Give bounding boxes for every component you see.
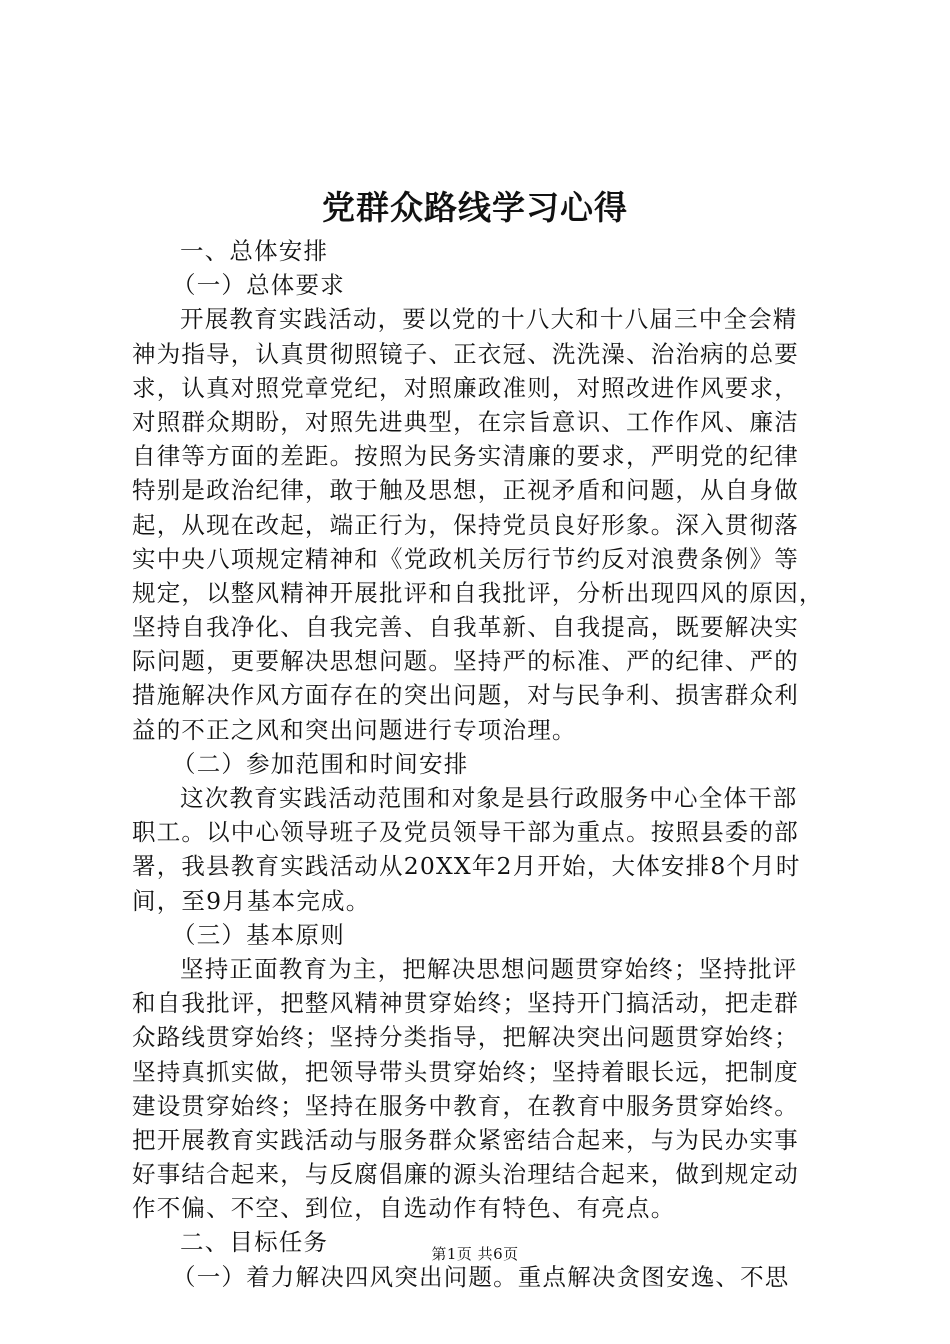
text-line: 和自我批评，把整风精神贯穿始终；坚持开门搞活动，把走群 bbox=[132, 989, 799, 1018]
text-line: 对照群众期盼，对照先进典型，在宗旨意识、工作作风、廉洁 bbox=[132, 407, 799, 436]
text-line: 把开展教育实践活动与服务群众紧密结合起来，与为民办实事 bbox=[132, 1125, 799, 1154]
text-line: 起，从现在改起，端正行为，保持党员良好形象。深入贯彻落 bbox=[132, 510, 799, 539]
text-line: 建设贯穿始终；坚持在服务中教育，在教育中服务贯穿始终。 bbox=[132, 1091, 799, 1120]
text-line: （三）基本原则 bbox=[172, 920, 345, 949]
text-line: 坚持真抓实做，把领导带头贯穿始终；坚持着眼长远，把制度 bbox=[132, 1057, 799, 1086]
text-line: 实中央八项规定精神和《党政机关厉行节约反对浪费条例》等 bbox=[132, 544, 799, 573]
text-line: 措施解决作风方面存在的突出问题，对与民争利、损害群众利 bbox=[132, 681, 799, 710]
text-line: 规定，以整风精神开展批评和自我批评，分析出现四风的原因， bbox=[132, 578, 824, 607]
document-title: 党群众路线学习心得 bbox=[322, 188, 628, 227]
text-line: 开展教育实践活动，要以党的十八大和十八届三中全会精 bbox=[180, 305, 798, 334]
text-line: 好事结合起来，与反腐倡廉的源头治理结合起来，做到规定动 bbox=[132, 1160, 799, 1189]
text-line: 益的不正之风和突出问题进行专项治理。 bbox=[132, 715, 577, 744]
page-footer: 第1页 共6页 bbox=[431, 1245, 519, 1263]
text-line: 二、目标任务 bbox=[180, 1228, 329, 1257]
text-line: 坚持自我净化、自我完善、自我革新、自我提高，既要解决实 bbox=[132, 613, 799, 642]
text-line: 神为指导，认真贯彻照镜子、正衣冠、洗洗澡、治治病的总要 bbox=[132, 339, 799, 368]
text-line: 署，我县教育实践活动从20XX年2月开始，大体安排8个月时 bbox=[132, 852, 801, 881]
text-line: 际问题，更要解决思想问题。坚持严的标准、严的纪律、严的 bbox=[132, 647, 799, 676]
text-line: 坚持正面教育为主，把解决思想问题贯穿始终；坚持批评 bbox=[180, 954, 798, 983]
text-line: 求，认真对照党章党纪，对照廉政准则，对照改进作风要求， bbox=[132, 373, 799, 402]
text-line: 特别是政治纪律，敢于触及思想，正视矛盾和问题，从自身做 bbox=[132, 476, 799, 505]
text-line: 一、总体安排 bbox=[180, 237, 329, 265]
text-line: 作不偏、不空、到位，自选动作有特色、有亮点。 bbox=[132, 1194, 676, 1223]
text-line: （二）参加范围和时间安排 bbox=[172, 749, 469, 778]
text-line: 众路线贯穿始终；坚持分类指导，把解决突出问题贯穿始终； bbox=[132, 1023, 799, 1052]
document-body bbox=[132, 234, 832, 1294]
text-line: 自律等方面的差距。按照为民务实清廉的要求，严明党的纪律 bbox=[132, 442, 799, 471]
text-line: （一）着力解决四风突出问题。重点解决贪图安逸、不思 bbox=[172, 1262, 790, 1291]
text-line: 间，至9月基本完成。 bbox=[132, 886, 371, 915]
text-line: （一）总体要求 bbox=[172, 271, 345, 300]
text-line: 职工。以中心领导班子及党员领导干部为重点。按照县委的部 bbox=[132, 818, 799, 847]
text-line: 这次教育实践活动范围和对象是县行政服务中心全体干部 bbox=[180, 784, 798, 812]
